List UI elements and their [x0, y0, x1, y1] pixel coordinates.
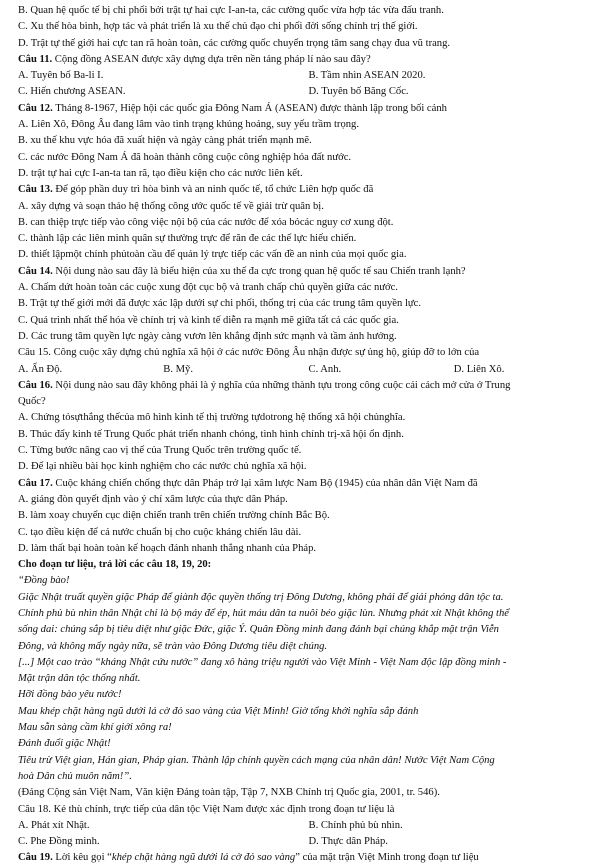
passage-line: Đánh đuổi giặc Nhật! — [18, 738, 111, 750]
option-a: A. Liên Xô, Đông Âu đang lâm vào tình trạng khủng hoảng, suy yếu trầm trọng. — [18, 119, 360, 131]
option-c: C. các nước Đông Nam Á đã hoàn thành công cuộc công nghiệp hóa đất nước. — [18, 151, 352, 163]
option-b: B. Thúc đẩy kinh tế Trung Quốc phát triển nhanh chóng, tình hình chính trị-xã hội ổn định. — [18, 428, 404, 440]
question-label: Câu 15. — [18, 347, 51, 359]
option-c: C. Quá trình nhất thể hóa về chính trị và kinh tế diễn ra mạnh mẽ giữa tất cả các quốc gia. — [18, 314, 399, 326]
question-label: Câu 19. — [18, 852, 53, 864]
option-b: B. Mỹ. — [163, 363, 193, 375]
passage-line: Đông, và không mấy ngày nữa, sẽ tràn vào Đông Dương tiêu diệt chúng. — [18, 640, 328, 652]
options-row — [18, 68, 599, 84]
option-b: B. Tầm nhìn ASEAN 2020. — [308, 70, 426, 82]
question-16 — [18, 378, 599, 394]
option-d: D. thiết lậpmột chính phủtoàn cầu để quản lý trực tiếp các vấn đề an ninh của mọi quốc gia. — [18, 249, 407, 261]
question-label: Câu 11. — [18, 53, 53, 65]
option-a: A. Chấm dứt hoàn toàn các cuộc xung đột cục bộ và tranh chấp chủ quyền giữa các nước. — [18, 282, 398, 294]
passage-line: Mau sẵn sàng cầm khí giới xông ra! — [18, 722, 172, 734]
passage-source: (Đảng Cộng sản Việt Nam, Văn kiện Đảng toàn tập, Tập 7, NXB Chính trị Quốc gia, 2001, tr. 546). — [18, 787, 440, 799]
question-text: Nội dung nào sau đây là biểu hiện của xu thế đa cực trong quan hệ quốc tế sau Chiến tranh lạnh? — [52, 265, 466, 277]
option-a: A. xây dựng và soạn thảo hệ thống công ước quốc tế về giải trừ quân bị. — [18, 200, 324, 212]
option-c: C. Phe Đồng minh. — [18, 836, 100, 848]
passage-line: Giặc Nhật truất quyền giặc Pháp để giành độc quyền thống trị Đông Dương, không phải để giải phóng dân tộc ta. — [18, 591, 504, 603]
option-b: B. can thiệp trực tiếp vào công việc nội bộ của các nước để xóa bỏcác nguy cơ xung đột. — [18, 216, 394, 228]
option-d: D. Liên Xô. — [453, 363, 505, 375]
question-11 — [18, 52, 599, 68]
question-label: Câu 13. — [18, 184, 53, 196]
option-b: B. xu thế khu vực hóa đã xuất hiện và ngày càng phát triển mạnh mẽ. — [18, 135, 312, 147]
option-a: A. Phát xít Nhật. — [18, 819, 90, 831]
option-b: B. Trật tự thế giới mới đã được xác lập dưới sự chi phối, thống trị của các trung tâm quyền lực. — [18, 298, 421, 310]
option-c: C. Từng bước nâng cao vị thế của Trung Quốc trên trường quốc tế. — [18, 445, 302, 457]
option-c: C. tạo điều kiện để cả nước chuẩn bị cho cuộc kháng chiến lâu dài. — [18, 526, 302, 538]
option-c: C. Anh. — [308, 363, 342, 375]
options-row — [18, 818, 599, 834]
option-d: D. Thực dân Pháp. — [308, 836, 388, 848]
question-text: Cộng đồng ASEAN được xây dựng dựa trên nền tảng pháp lí nào sau đây? — [52, 53, 371, 65]
passage-line: Hỡi đồng bào yêu nước! — [18, 689, 122, 701]
option-line: B. Quan hệ quốc tế bị chi phối bởi trật tự hai cực I-an-ta, các cường quốc vừa hợp tác vừa đấu tranh. — [18, 5, 444, 16]
option-d: D. Các trung tâm quyền lực ngày càng vươn lên khẳng định sức mạnh và tầm ảnh hưởng. — [18, 330, 397, 342]
passage-line: [...] Một cao trào “kháng Nhật cứu nước” đang xô hàng triệu người vào Việt Minh - Việt Nam độc lập đồng minh - — [18, 656, 507, 668]
passage-heading: Cho đoạn tư liệu, trả lời các câu 18, 19, 20: — [18, 559, 212, 571]
question-text: Cuộc kháng chiến chống thực dân Pháp trở lại xâm lược Nam Bộ (1945) của nhân dân Việt Nam đã — [52, 477, 478, 489]
question-17 — [18, 476, 599, 492]
question-text: Nội dung nào sau đây không phải là ý nghĩa của những thành tựu trong công cuộc cải cách mở cửa ở Trung — [52, 379, 511, 391]
options-row — [18, 834, 599, 850]
passage-line: hoà Dân chủ muôn năm!”. — [18, 770, 132, 782]
passage-line: Mặt trận dân tộc thống nhất. — [18, 673, 141, 685]
question-text: Tháng 8-1967, Hiệp hội các quốc gia Đông Nam Á (ASEAN) được thành lập trong bối cảnh — [52, 102, 447, 114]
option-a: A. Tuyên bố Ba-li I. — [18, 70, 104, 82]
question-19 — [18, 850, 599, 866]
question-label: Câu 14. — [18, 265, 53, 277]
question-text: Lời kêu gọi “ — [52, 852, 112, 864]
question-15 — [18, 345, 599, 361]
option-d: D. làm thất bại hoàn toàn kế hoạch đánh nhanh thắng nhanh của Pháp. — [18, 542, 317, 554]
options-row — [18, 84, 599, 100]
passage-line: Chính phủ bù nhìn thân Nhật chỉ là bộ máy để ép, hút máu dân ta nuôi béo giặc lùn. Nhưng phát xít Nhật không thể — [18, 607, 509, 619]
quoted-phrase: khép chặt hàng ngũ dưới lá cờ đỏ sao vàng — [111, 852, 296, 864]
passage-line: “Đồng bào! — [18, 575, 70, 587]
question-12 — [18, 101, 599, 117]
question-label: Câu 17. — [18, 477, 53, 489]
option-a: A. Ấn Độ. — [18, 363, 63, 375]
question-18 — [18, 802, 599, 818]
question-14 — [18, 264, 599, 280]
option-d: D. trật tự hai cực I-an-ta tan rã, tạo điều kiện cho các nước liên kết. — [18, 167, 303, 179]
option-c: C. thành lập các liên minh quân sự thường trực để răn đe các thế lực hiếu chiến. — [18, 233, 357, 245]
option-a: A. Chứng tỏsựthắng thếcủa mô hình kinh tế thị trường tựdotrong hệ thống xã hội chủnghĩa. — [18, 412, 406, 424]
question-13 — [18, 182, 599, 198]
option-line: D. Trật tự thế giới hai cực tan rã hoàn toàn, các cường quốc chuyển trọng tâm sang chạy đua vũ trang. — [18, 37, 451, 49]
question-text: Để góp phần duy trì hòa bình và an ninh quốc tế, tổ chức Liên hợp quốc đã — [52, 184, 374, 196]
question-text-end: ” của mặt trận Việt Minh trong đoạn tư liệu — [295, 852, 479, 864]
option-d: D. Để lại nhiều bài học kinh nghiệm cho các nước chủ nghĩa xã hội. — [18, 461, 307, 473]
passage-line: Tiêu trừ Việt gian, Hán gian, Pháp gian. Thành lập chính quyền cách mạng của nhân dân! Nước Việt Nam Cộng — [18, 754, 495, 766]
option-b: B. làm xoay chuyển cục diện chiến tranh trên chiến trường chính Bắc Bộ. — [18, 510, 330, 522]
option-a: A. giáng đòn quyết định vào ý chí xâm lược của thực dân Pháp. — [18, 493, 288, 505]
option-c: C. Hiến chương ASEAN. — [18, 86, 126, 98]
option-line: C. Xu thế hòa bình, hợp tác và phát triển là xu thế chủ đạo chi phối đời sống chính trị thế giới. — [18, 21, 418, 33]
options-row — [18, 362, 599, 378]
question-label: Câu 12. — [18, 102, 53, 114]
question-label: Câu 16. — [18, 379, 53, 391]
question-text-continued: Quốc? — [18, 396, 46, 408]
question-text: Công cuộc xây dựng chủ nghĩa xã hội ở các nước Đông Âu nhận được sự ủng hộ, giúp đỡ to lớn của — [50, 347, 480, 359]
passage-line: Mau khép chặt hàng ngũ dưới lá cờ đỏ sao vàng của Việt Minh! Giờ tổng khởi nghĩa sắp đánh — [18, 705, 419, 717]
question-label: Câu 18. — [18, 803, 51, 815]
option-d: D. Tuyên bố Băng Cốc. — [308, 86, 409, 98]
option-b: B. Chính phủ bù nhìn. — [308, 819, 403, 831]
passage-line: sống dai: chúng sắp bị tiêu diệt như giặc Đức, giặc Ý. Quân Đồng minh đang đánh bại chúng khắp mặt trận Viễn — [18, 624, 499, 636]
question-text: Kẻ thù chính, trực tiếp của dân tộc Việt Nam được xác định trong đoạn tư liệu là — [50, 803, 395, 815]
